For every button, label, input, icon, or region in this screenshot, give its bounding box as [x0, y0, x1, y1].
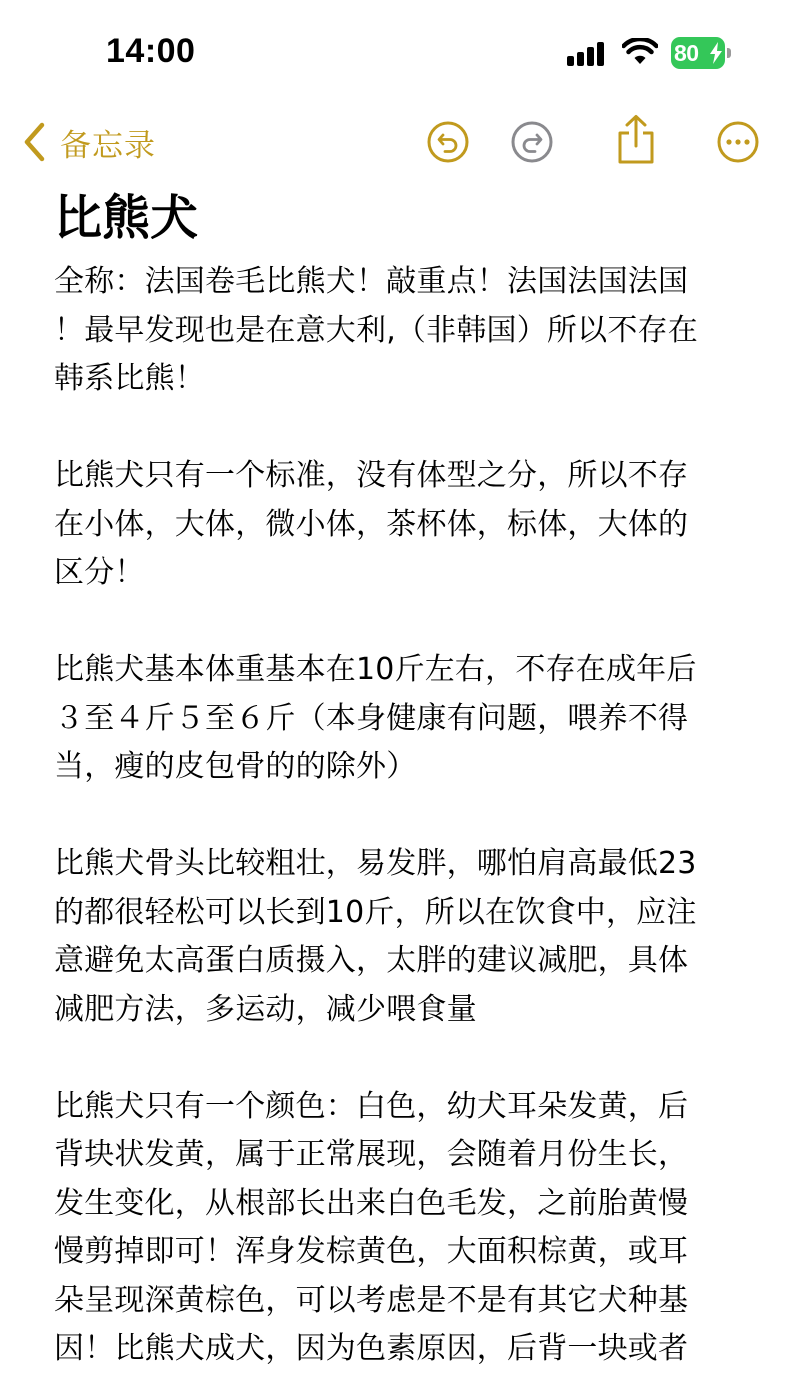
- wifi-icon: [622, 38, 658, 66]
- note-body[interactable]: [54, 186, 754, 1387]
- note-paragraph[interactable]: 全称：法国卷毛比熊犬！敲重点！法国法国法国 ！最早发现也是在意大利,（非韩国）所以不存在 韩系比熊！: [54, 264, 698, 396]
- signal-icon: [567, 42, 607, 66]
- nav-bar: [0, 110, 800, 174]
- battery-cap: [727, 48, 731, 58]
- note-title[interactable]: 比熊犬: [54, 190, 199, 246]
- note-paragraph[interactable]: 比熊犬基本体重基本在10斤左右，不存在成年后 ３至４斤５至６斤（本身健康有问题，喂养不得 当，瘦的皮包骨的的除外）: [54, 652, 697, 784]
- more-icon[interactable]: [716, 120, 760, 164]
- status-bar: [0, 0, 800, 100]
- note-paragraph[interactable]: 比熊犬只有一个颜色：白色，幼犬耳朵发黄，后 背块状发黄，属于正常展现，会随着月份生长， 发生变化，从根部长出来白色毛发，之前胎黄慢 慢剪掉即可！浑身发棕黄色，大面积棕黄，或耳 朵呈现深黄棕色，可以考虑是不是有其它犬种基 因！比熊犬成犬，因为色素原因，后背一块或者: [54, 1088, 689, 1366]
- battery-body: [671, 37, 725, 69]
- battery-icon: [671, 37, 731, 69]
- note-paragraph[interactable]: 比熊犬骨头比较粗壮，易发胖，哪怕肩高最低23 的都很轻松可以长到10斤，所以在饮食中，应注 意避免太高蛋白质摄入，太胖的建议减肥，具体 减肥方法，多运动，减少喂食量: [54, 846, 697, 1027]
- battery-level: 80: [674, 40, 699, 66]
- note-paragraph[interactable]: 比熊犬只有一个标准，没有体型之分，所以不存 在小体，大体，微小体，茶杯体，标体，大体的 区分！: [54, 458, 689, 590]
- redo-icon[interactable]: [510, 120, 554, 164]
- charging-bolt-icon: [709, 42, 723, 64]
- back-chevron-icon: [22, 122, 46, 162]
- back-button[interactable]: [22, 118, 156, 166]
- undo-icon[interactable]: [426, 120, 470, 164]
- back-label: 备忘录: [60, 127, 156, 164]
- share-icon[interactable]: [614, 114, 658, 166]
- status-time: 14:00: [106, 32, 196, 70]
